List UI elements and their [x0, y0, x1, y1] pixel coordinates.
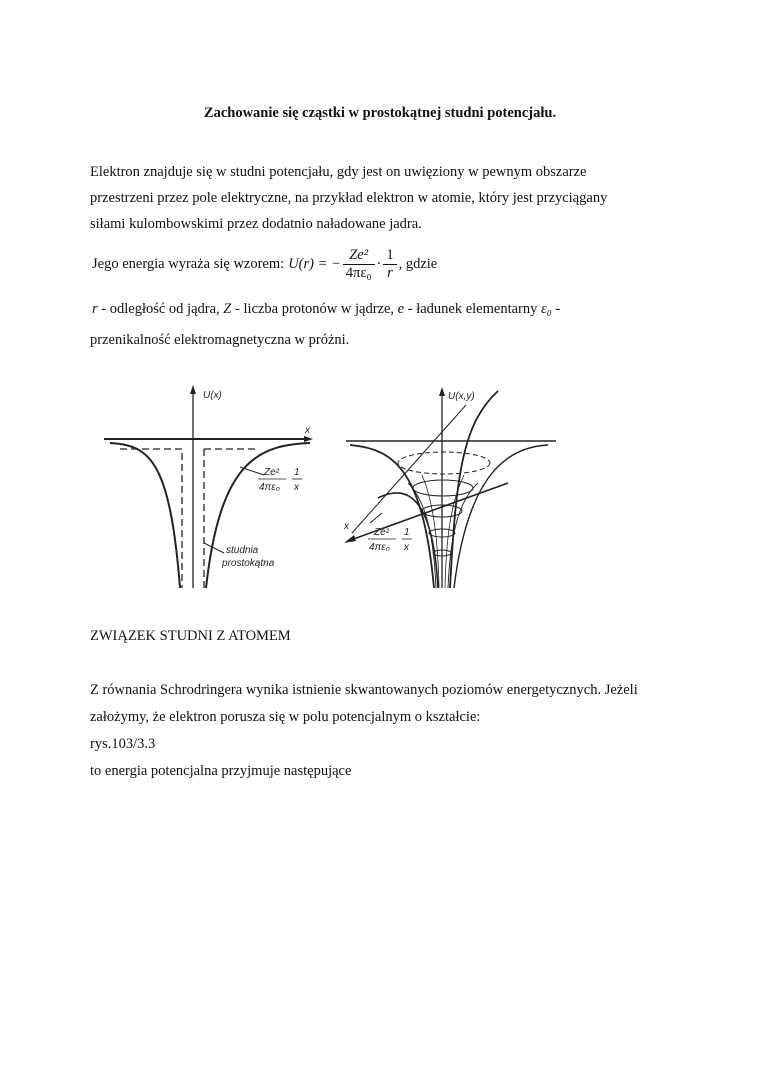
def-e-text: - ładunek elementarny	[404, 301, 541, 317]
para2-line-2: założymy, że elektron porusza się w polu potencjalnym o kształcie:	[90, 709, 481, 725]
intro-line-2: przestrzeni przez pole elektryczne, na przykład elektron w atomie, który jest przyciągany	[90, 190, 608, 206]
def-eps-text: -	[551, 301, 561, 317]
y-axis-arrow	[190, 385, 196, 394]
para2-line-3: rys.103/3.3	[90, 736, 156, 752]
formula-suffix: , gdzie	[398, 256, 438, 272]
left-label-den2: x	[294, 482, 299, 493]
left-label-den: 4πε₀	[259, 482, 280, 493]
para2-line-4: to energia potencjalna przyjmuje następujące	[90, 763, 352, 779]
formula-frac2-num: 1	[383, 247, 396, 265]
definitions-line-1	[92, 300, 560, 318]
label-leader	[370, 513, 382, 523]
para2-line-1: Z równania Schrodringera wynika istnienie skwantowanych poziomów energetycznych. Jeżeli	[90, 682, 638, 698]
right-y-axis-label: U(x,y)	[448, 391, 475, 402]
x-axis-arrow	[304, 436, 313, 442]
formula-fraction-1	[343, 247, 375, 282]
formula-lhs: U(r) = −	[288, 256, 341, 272]
surface-profile-left	[350, 445, 434, 588]
label-leader-line	[240, 467, 264, 475]
right-x-axis-label: x	[344, 521, 349, 532]
energy-formula	[92, 246, 437, 282]
diagonal-arrow	[344, 535, 356, 543]
left-y-axis-label: U(x)	[203, 390, 222, 401]
surface-profile-front	[378, 493, 438, 588]
well-label-1: studnia	[226, 545, 259, 556]
page-title: Zachowanie się cząstki w prostokątnej studni potencjału.	[203, 105, 557, 121]
z-axis-arrow	[439, 387, 445, 396]
def-z-text: - liczba protonów w jądrze,	[231, 301, 398, 317]
intro-line-3: siłami kulombowskimi przez dodatnio naładowane jadra.	[90, 216, 422, 232]
coulomb-curve-left	[110, 443, 180, 588]
contour-2	[413, 480, 473, 496]
right-label-den: 4πε₀	[369, 542, 390, 553]
contour-1	[398, 452, 490, 474]
def-r-text: - odległość od jądra,	[97, 301, 224, 317]
definitions-line-2: przenikalność elektromagnetyczna w próżni.	[90, 332, 350, 348]
right-label-num: Ze²	[374, 527, 389, 538]
section-heading: ZWIĄZEK STUDNI Z ATOMEM	[90, 628, 291, 644]
surface-profile-back	[454, 445, 548, 588]
formula-frac1-num: Ze²	[343, 247, 375, 265]
figure-1d-potential	[100, 383, 315, 593]
right-label-den2: x	[404, 542, 409, 553]
def-z-symbol: Z	[223, 301, 232, 317]
formula-frac2-den: r	[387, 264, 393, 281]
intro-line-1: Elektron znajduje się w studni potencjału, gdy jest on uwięziony w pewnym obszarze	[90, 164, 587, 180]
def-eps-symbol: ε₀	[541, 301, 552, 317]
left-label-num2: 1	[294, 467, 300, 478]
formula-prefix: Jego energia wyraża się wzorem:	[92, 256, 285, 272]
def-e-symbol: e	[397, 301, 405, 317]
well-leader-line	[204, 543, 224, 553]
formula-fraction-2	[383, 247, 396, 282]
left-label-num: Ze²	[264, 467, 279, 478]
figure-2d-potential	[338, 383, 560, 593]
formula-frac1-den: 4πε₀	[345, 264, 372, 281]
def-r-symbol: r	[92, 301, 98, 317]
left-x-axis-label: x	[305, 425, 310, 436]
formula-dot: ·	[376, 256, 382, 272]
y-axis-line	[352, 405, 466, 533]
right-label-num2: 1	[404, 527, 410, 538]
well-label-2: prostokątna	[222, 558, 275, 569]
